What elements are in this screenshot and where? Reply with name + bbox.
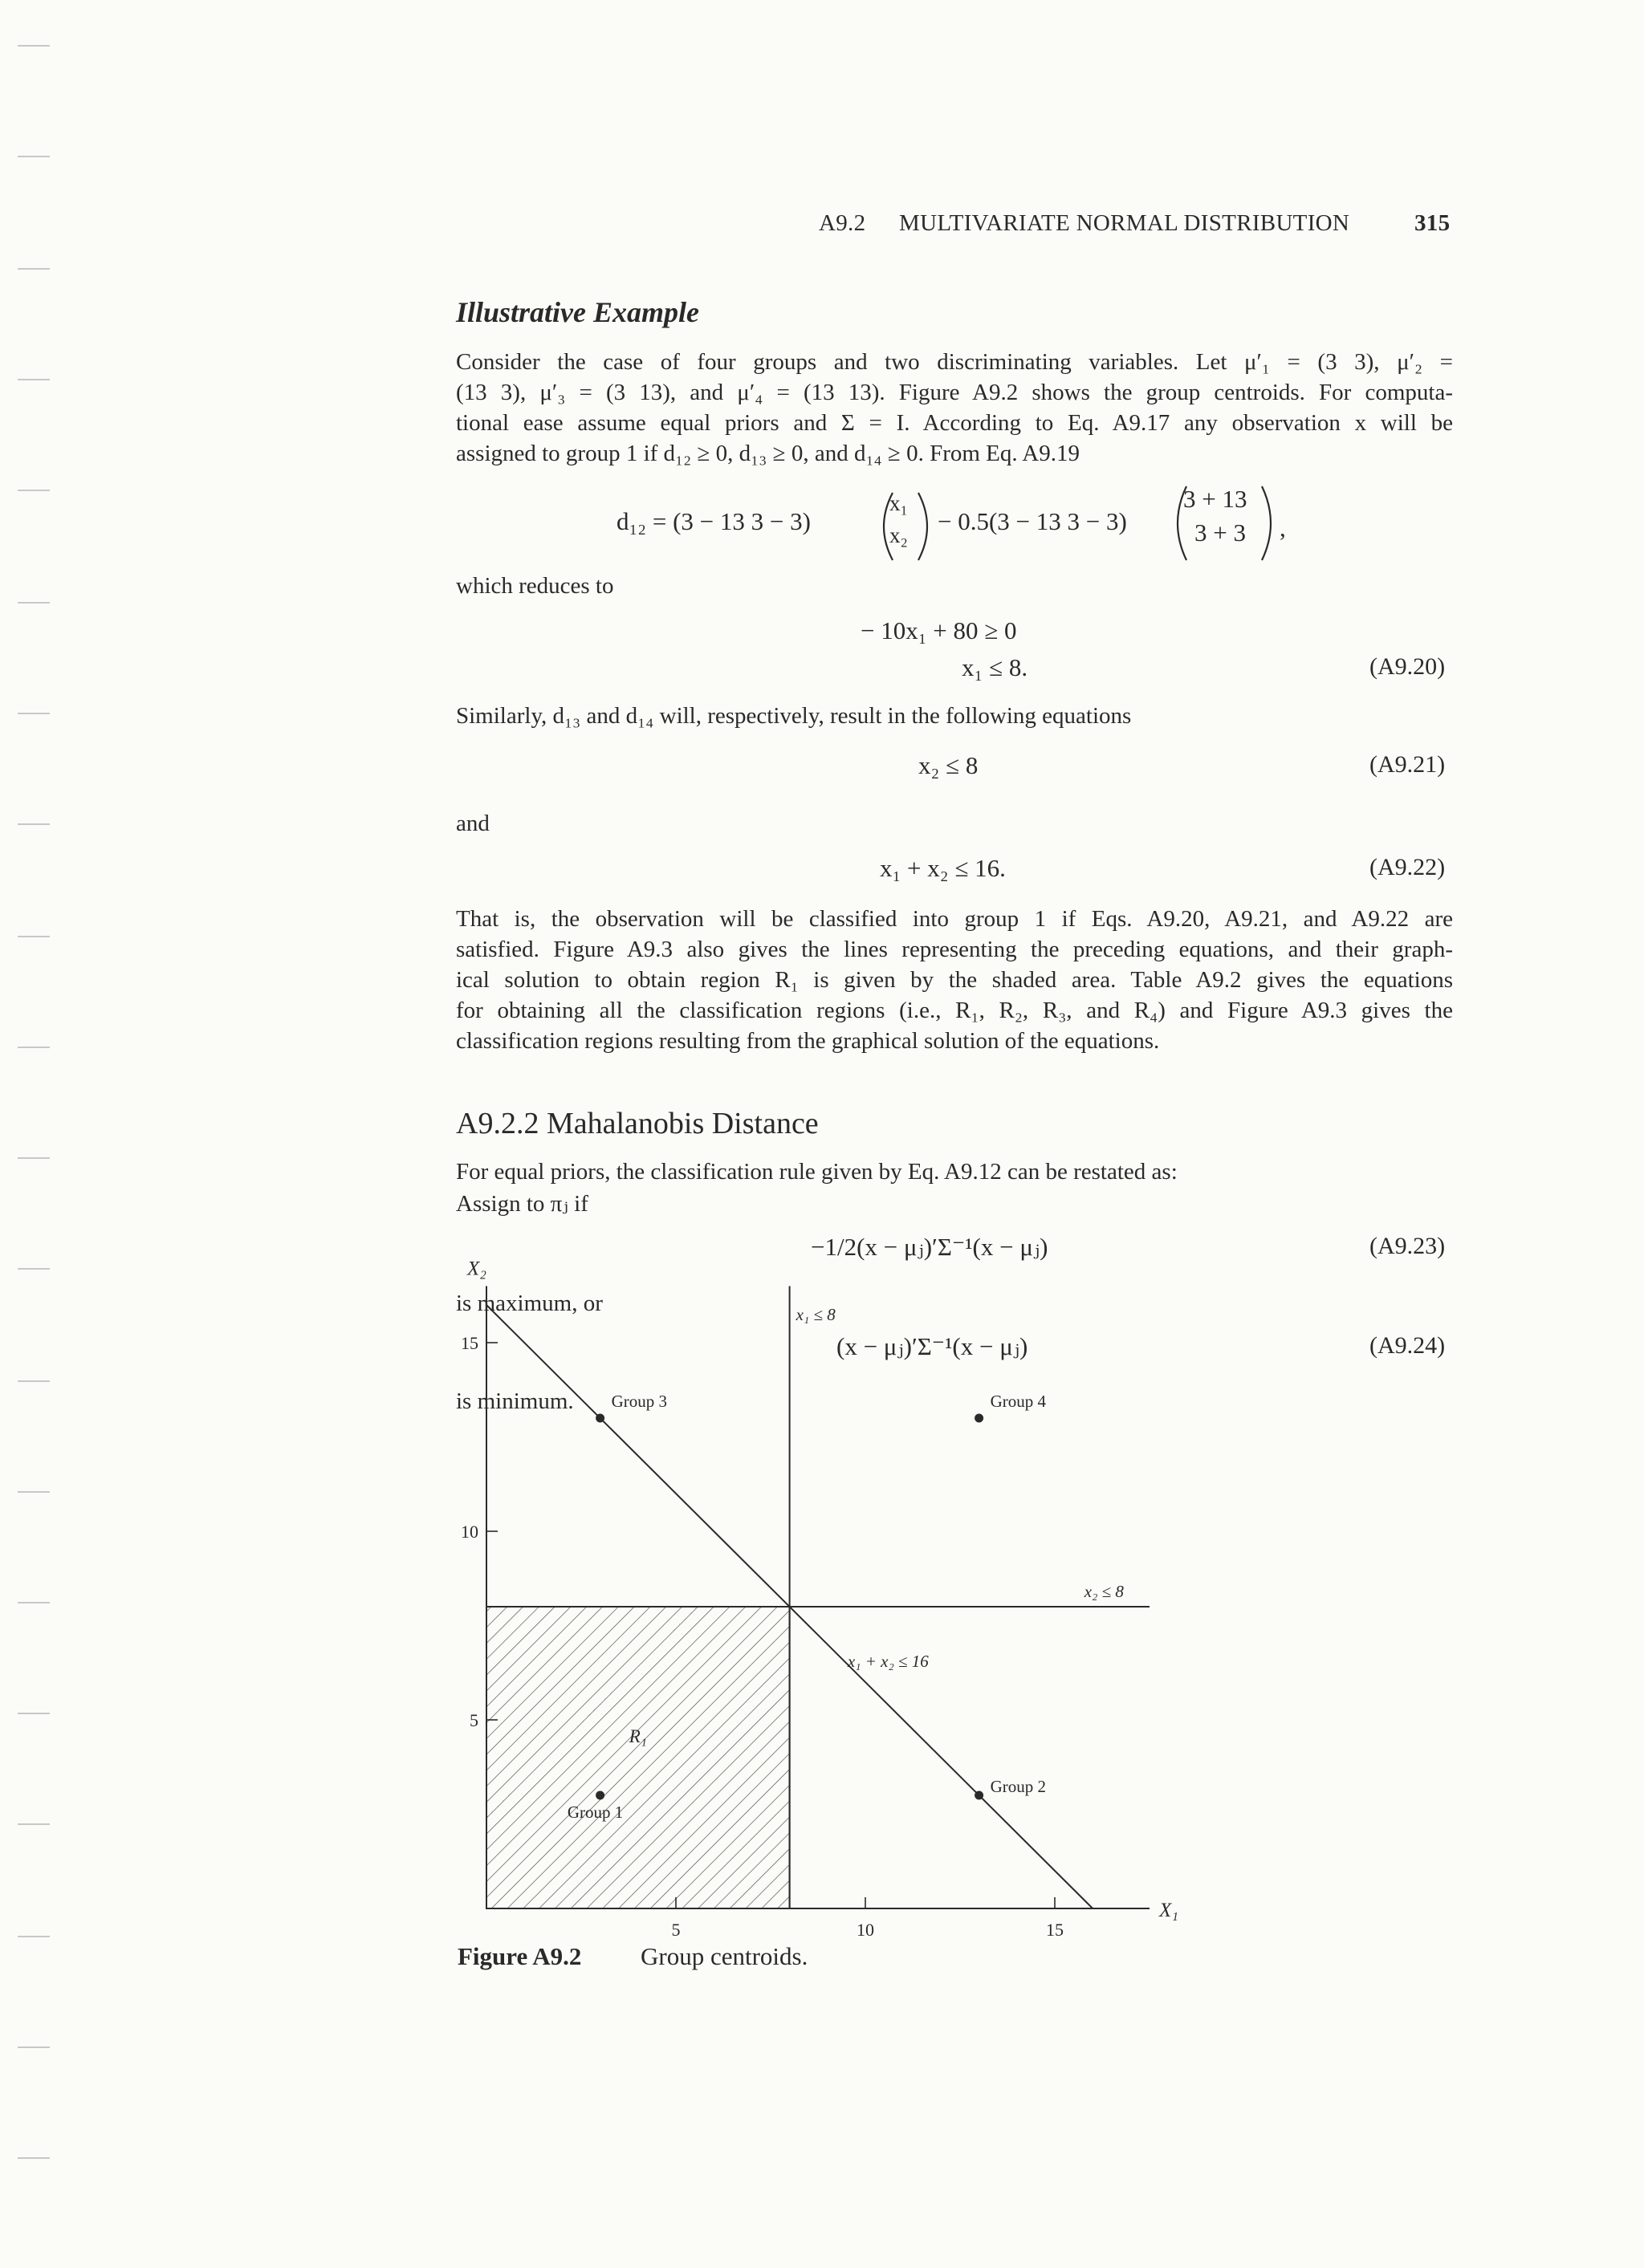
running-header-title: MULTIVARIATE NORMAL DISTRIBUTION <box>899 210 1350 236</box>
centroid-label: Group 1 <box>567 1803 624 1822</box>
intro-line: Assign to πⱼ if <box>456 1191 588 1217</box>
centroid-label: Group 2 <box>990 1777 1047 1796</box>
region-label-r1: R₁ <box>629 1726 647 1747</box>
equation-number-a9-20: (A9.20) <box>1369 653 1446 680</box>
x-tick-label: 15 <box>1046 1920 1064 1940</box>
x-axis-label: X₁ <box>1159 1900 1178 1921</box>
and-text: and <box>456 811 490 836</box>
y-tick-label: 10 <box>461 1522 478 1542</box>
paragraph-line: for obtaining all the classification regions (i.e., R₁, R₂, R₃, and R₄) and Figure A9.3 gives the <box>456 998 1453 1023</box>
centroid-point <box>975 1414 983 1423</box>
equation-a9-24: (x − μⱼ)′Σ⁻¹(x − μⱼ) <box>836 1332 1028 1360</box>
paragraph-line: (13 3), μ′₃ = (3 13), and μ′₄ = (13 13). Figure A9.2 shows the group centroids. For computa- <box>456 380 1453 405</box>
equation-reduce: − 10x₁ + 80 ≥ 0 <box>861 616 1017 644</box>
centroid-point <box>975 1791 983 1800</box>
paragraph-line: assigned to group 1 if d₁₂ ≥ 0, d₁₃ ≥ 0, and d₁₄ ≥ 0. From Eq. A9.19 <box>456 441 1080 466</box>
vector-bottom: 3 + 3 <box>1194 518 1246 547</box>
y-axis-label: X₂ <box>467 1258 486 1280</box>
centroid-label: Group 4 <box>990 1392 1047 1411</box>
equation-number-a9-21: (A9.21) <box>1369 751 1446 778</box>
equation-a9-20: x₁ ≤ 8. <box>962 653 1028 681</box>
vector-x2: x₂ <box>889 523 908 547</box>
is-maximum-text: is maximum, or <box>456 1290 603 1316</box>
centroid-point <box>596 1791 604 1800</box>
y-tick-label: 5 <box>470 1710 478 1730</box>
shaded-region-r1 <box>486 1607 790 1908</box>
centroid-label: Group 3 <box>611 1392 668 1411</box>
paragraph-line: That is, the observation will be classified into group 1 if Eqs. A9.20, A9.21, and A9.22 are <box>456 906 1453 932</box>
equation-d12-lhs: d₁₂ = (3 − 13 3 − 3) <box>616 507 811 535</box>
is-minimum-text: is minimum. <box>456 1388 574 1414</box>
label-x1-le-8: x₁ ≤ 8 <box>796 1304 836 1324</box>
vector-top: 3 + 13 <box>1183 485 1247 513</box>
label-x1-plus-x2-le-16: x₁ + x₂ ≤ 16 <box>847 1652 929 1672</box>
equation-a9-21: x₂ ≤ 8 <box>918 751 979 779</box>
x-tick-label: 5 <box>671 1920 681 1940</box>
equation-number-a9-23: (A9.23) <box>1369 1233 1446 1259</box>
equation-number-a9-22: (A9.22) <box>1369 854 1446 880</box>
equation-a9-22: x₁ + x₂ ≤ 16. <box>880 854 1006 882</box>
label-x2-le-8: x₂ ≤ 8 <box>1084 1582 1124 1601</box>
reduces-text: which reduces to <box>456 573 614 599</box>
vector-x1: x₁ <box>889 491 908 515</box>
paragraph-line: Consider the case of four groups and two discriminating variables. Let μ′₁ = (3 3), μ′₂ = <box>456 349 1453 375</box>
running-header-section: A9.2 <box>819 210 866 236</box>
section-heading: A9.2.2 Mahalanobis Distance <box>456 1107 819 1140</box>
centroid-point <box>596 1414 604 1423</box>
equation-number-a9-24: (A9.24) <box>1369 1332 1446 1359</box>
equation-d12-tail: , <box>1280 514 1286 542</box>
equation-d12-mid: − 0.5(3 − 13 3 − 3) <box>938 507 1127 535</box>
paragraph-line: tional ease assume equal priors and Σ = I. According to Eq. A9.17 any observation x will be <box>456 410 1453 436</box>
example-heading: Illustrative Example <box>456 296 700 328</box>
paragraph-line: classification regions resulting from the graphical solution of the equations. <box>456 1028 1160 1054</box>
equation-a9-23: −1/2(x − μⱼ)′Σ⁻¹(x − μⱼ) <box>811 1233 1048 1261</box>
page-number: 315 <box>1414 210 1451 236</box>
x-tick-label: 10 <box>857 1920 874 1940</box>
y-tick-label: 15 <box>461 1333 478 1353</box>
figure-caption: Group centroids. <box>641 1942 808 1970</box>
intro-line: For equal priors, the classification rule given by Eq. A9.12 can be restated as: <box>456 1159 1178 1185</box>
paragraph-line: ical solution to obtain region R₁ is given by the shaded area. Table A9.2 gives the equations <box>456 967 1453 993</box>
similarly-text: Similarly, d₁₃ and d₁₄ will, respectively, result in the following equations <box>456 703 1132 729</box>
paragraph-line: satisfied. Figure A9.3 also gives the lines representing the preceding equations, and their graph- <box>456 937 1453 962</box>
figure-label: Figure A9.2 <box>458 1942 582 1970</box>
